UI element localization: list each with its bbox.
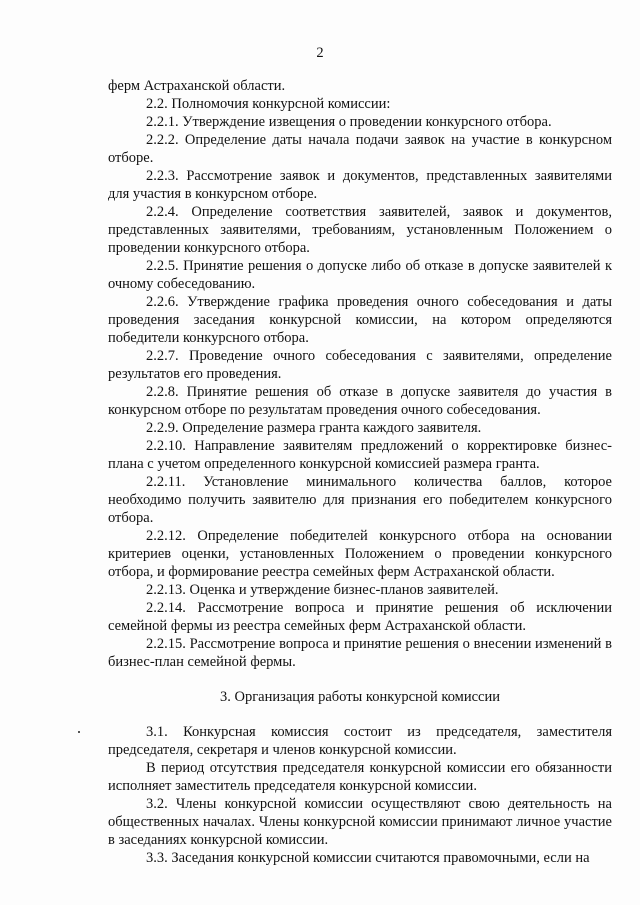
paragraph: 3.3. Заседания конкурсной комиссии считаются правомочными, если на — [146, 850, 590, 866]
paragraph: В период отсутствия председателя конкурсной комиссии его обязанности исполняет заместитель председателя конкурсной комиссии. — [108, 760, 612, 794]
paragraph: 2.2.7. Проведение очного собеседования с заявителями, определение результатов его проведения. — [108, 348, 612, 382]
paragraph: 2.2.15. Рассмотрение вопроса и принятие решения о внесении изменений в бизнес-план семейной фермы. — [108, 636, 612, 670]
section-heading: 3. Организация работы конкурсной комиссии — [219, 689, 501, 705]
margin-speck — [78, 731, 80, 733]
page-number: 2 — [316, 45, 324, 61]
paragraph: 2.2.3. Рассмотрение заявок и документов, представленных заявителями для участия в конкурсном отборе. — [108, 168, 612, 202]
document-body — [108, 77, 612, 867]
paragraph: 2.2.5. Принятие решения о допуске либо об отказе в допуске заявителей к очному собеседованию. — [108, 258, 612, 292]
paragraph: 2.2.11. Установление минимального количества баллов, которое необходимо получить заявителю для признания его победителем конкурсного отбора. — [108, 474, 612, 526]
paragraph: 2.2.14. Рассмотрение вопроса и принятие решения об исключении семейной фермы из реестра семейных ферм Астраханской области. — [108, 600, 612, 634]
paragraph: 2.2.13. Оценка и утверждение бизнес-планов заявителей. — [146, 582, 499, 598]
paragraph: 2.2.9. Определение размера гранта каждого заявителя. — [146, 420, 482, 436]
paragraph: 3.2. Члены конкурсной комиссии осуществляют свою деятельность на общественных началах. Члены конкурсной комиссии принимают личное участие в заседаниях конкурсной комиссии. — [108, 796, 612, 848]
paragraph: 2.2.10. Направление заявителям предложений о корректировке бизнес-плана с учетом определенного конкурсной комиссией размера гранта. — [108, 438, 612, 472]
paragraph: 2.2.6. Утверждение графика проведения очного собеседования и даты проведения заседания конкурсной комиссии, на котором определяются победители конкурсного отбора. — [108, 294, 612, 346]
section-3-paragraphs — [108, 723, 612, 867]
paragraph: 2.2.1. Утверждение извещения о проведении конкурсного отбора. — [146, 114, 552, 130]
paragraph: ферм Астраханской области. — [108, 78, 286, 94]
paragraph: 2.2.12. Определение победителей конкурсного отбора на основании критериев оценки, установленных Положением о проведении конкурсного отбора, и формирование реестра семейных ферм Астраханской области. — [108, 528, 612, 580]
paragraph: 2.2.4. Определение соответствия заявителей, заявок и документов, представленных заявителями, требованиям, установленным Положением о проведении конкурсного отбора. — [108, 204, 612, 256]
paragraph: 2.2. Полномочия конкурсной комиссии: — [146, 96, 391, 112]
paragraph: 2.2.8. Принятие решения об отказе в допуске заявителя до участия в конкурсном отборе по результатам проведения очного собеседования. — [108, 384, 612, 418]
paragraph: 3.1. Конкурсная комиссия состоит из председателя, заместителя председателя, секретаря и членов конкурсной комиссии. — [108, 724, 612, 758]
section-2-paragraphs — [108, 77, 612, 671]
paragraph: 2.2.2. Определение даты начала подачи заявок на участие в конкурсном отборе. — [108, 132, 612, 166]
